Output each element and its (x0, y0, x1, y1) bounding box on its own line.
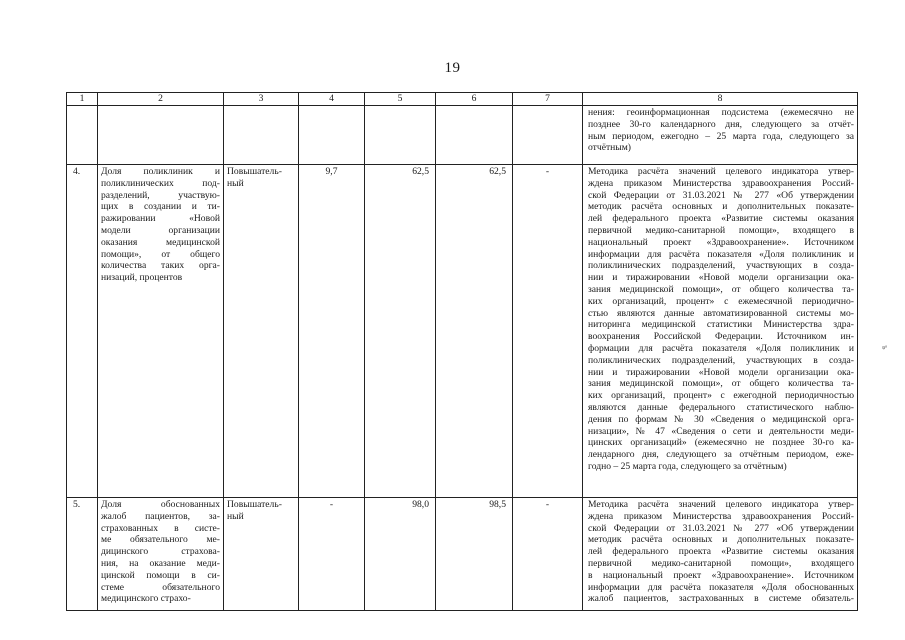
row-number: 4. (67, 165, 98, 498)
text-line: Доля поликлиник и (101, 166, 220, 177)
text-line: ждена приказом Министерства здравоохранения Россий- (588, 177, 854, 189)
empty-cell (436, 106, 513, 165)
text-line: ный (227, 177, 244, 189)
text-line: являются данные федерального статистического наблю- (588, 401, 854, 413)
empty-cell (365, 106, 436, 165)
text-line: формации для расчёта показателя «Доля поликлиник и (588, 342, 854, 354)
text-line: страхованных в систе- (101, 522, 220, 534)
text-line: первичной медико-санитарной помощи», входящего (588, 557, 854, 569)
methodology-cell (583, 498, 858, 611)
base-value: - (299, 498, 365, 611)
text-line: ких организаций, процент» с ежемесячной периодично- (588, 295, 854, 307)
text-line: позднее 30-го календарного дня, следующего за отчёт- (588, 118, 854, 130)
text-line: низаций, процентов (101, 272, 183, 284)
text-line: стеме обязательного (101, 581, 220, 593)
text-line: Методика расчёта значений целевого индикатора утвер- (588, 166, 854, 177)
methodology-cell (583, 165, 858, 498)
text-line: жалоб пациентов, за- (101, 510, 220, 522)
text-line: годно – 25 марта года, следующего за отчётным) (588, 460, 787, 472)
text-line: помощи», от общего (101, 248, 220, 260)
text-line: нения: геоинформационная подсистема (ежемесячно не (588, 107, 854, 118)
column-number-row (67, 93, 858, 106)
text-line: поликлинических под- (101, 177, 220, 189)
text-line: Повышатель- (227, 166, 282, 177)
text-line: стью являются данные автоматизированной системы мо- (588, 307, 854, 319)
text-line: Доля обоснованных (101, 499, 220, 510)
indicator-name-cell (98, 498, 224, 611)
text-line: дения по формам № 30 «Сведения о медицинской орга- (588, 413, 854, 425)
value-cell: - (513, 165, 583, 498)
text-line: методик расчёта основных и дополнительных показате- (588, 201, 854, 213)
text-line: ской Федерации от 31.03.2021 № 277 «Об утверждении (588, 522, 854, 534)
text-line: медицинского страхо- (101, 593, 191, 605)
empty-cell (67, 106, 98, 165)
value-cell: - (513, 498, 583, 611)
text-line: отчётным) (588, 142, 631, 154)
text-line: низации», № 47 «Сведения о сети и деятельности меди- (588, 425, 854, 437)
column-number: 2 (98, 93, 224, 106)
text-line: поликлинических подразделений, участвующих в созда- (588, 354, 854, 366)
text-line: Методика расчёта значений целевого индикатора утвер- (588, 499, 854, 510)
text-line: информации для расчёта показателя «Доля поликлиник и (588, 248, 854, 260)
text-line: методик расчёта основных и дополнительных показате- (588, 534, 854, 546)
text-line: щих в создании и ти- (101, 201, 220, 213)
text-line: Повышатель- (227, 499, 282, 510)
text-line: ниторинга медицинской статистики Министерства здра- (588, 319, 854, 331)
text-line: количества таких орга- (101, 260, 220, 272)
text-line: оказания медицинской (101, 236, 220, 248)
text-line: первичной медико-санитарной помощи», входящего в (588, 224, 854, 236)
column-number: 4 (299, 93, 365, 106)
value-cell: 62,5 (365, 165, 436, 498)
text-line: зания медицинской помощи», от общего количества та- (588, 378, 854, 390)
indicator-type-cell (224, 498, 299, 611)
empty-cell (299, 106, 365, 165)
text-line: ражировании «Новой (101, 213, 220, 225)
text-line: лей федерального проекта «Развитие системы оказания (588, 213, 854, 225)
empty-cell (98, 106, 224, 165)
text-line: ния, на оказание меди- (101, 557, 220, 569)
column-number: 1 (67, 93, 98, 106)
text-line: ждена приказом Министерства здравоохранения Россий- (588, 510, 854, 522)
indicator-row (67, 165, 858, 498)
text-line: ких организаций, процент» с ежегодной периодичностью (588, 390, 854, 402)
page-number: 19 (444, 60, 461, 76)
text-line: ным периодом, ежегодно – 25 марта года, следующего за (588, 130, 854, 142)
value-cell: 98,0 (365, 498, 436, 611)
text-line: поликлинических подразделений, участвующих в созда- (588, 260, 854, 272)
text-line: нии и тиражировании «Новой модели организации ока- (588, 366, 854, 378)
value-cell: 98,5 (436, 498, 513, 611)
row-number: 5. (67, 498, 98, 611)
text-line: лендарного дня, следующего за отчётным периодом, еже- (588, 449, 854, 461)
text-line: лей федерального проекта «Развитие системы оказания (588, 546, 854, 558)
base-value: 9,7 (299, 165, 365, 498)
text-line: жалоб пациентов, застрахованных в системе обязатель- (588, 593, 854, 605)
continuation-row (67, 106, 858, 165)
column-number: 5 (365, 93, 436, 106)
indicator-row (67, 498, 858, 611)
text-line: разделений, участвую- (101, 189, 220, 201)
methodology-cell (583, 106, 858, 165)
text-line: модели организации (101, 224, 220, 236)
indicator-type-cell (224, 165, 299, 498)
indicators-table (66, 92, 858, 611)
column-number: 8 (583, 93, 858, 106)
text-line: в национальный проект «Здравоохранение». Источником (588, 569, 854, 581)
text-line: нии и тиражировании «Новой модели организации ока- (588, 272, 854, 284)
text-line: зания медицинской помощи», от общего количества та- (588, 283, 854, 295)
column-number: 7 (513, 93, 583, 106)
text-line: ской Федерации от 31.03.2021 № 277 «Об утверждении (588, 189, 854, 201)
column-number: 6 (436, 93, 513, 106)
margin-mark: ъ (880, 345, 890, 350)
value-cell: 62,5 (436, 165, 513, 498)
text-line: воохранения Российской Федерации. Источником ин- (588, 331, 854, 343)
text-line: цинской помощи в си- (101, 569, 220, 581)
empty-cell (513, 106, 583, 165)
text-line: информации для расчёта показателя «Доля обоснованных (588, 581, 854, 593)
text-line: ный (227, 510, 244, 522)
column-number: 3 (224, 93, 299, 106)
empty-cell (224, 106, 299, 165)
indicator-name-cell (98, 165, 224, 498)
text-line: цинских организаций» (ежемесячно не позднее 30-го ка- (588, 437, 854, 449)
text-line: ме обязательного ме- (101, 534, 220, 546)
text-line: дицинского страхова- (101, 546, 220, 558)
text-line: национальный проект «Здравоохранение». Источником (588, 236, 854, 248)
